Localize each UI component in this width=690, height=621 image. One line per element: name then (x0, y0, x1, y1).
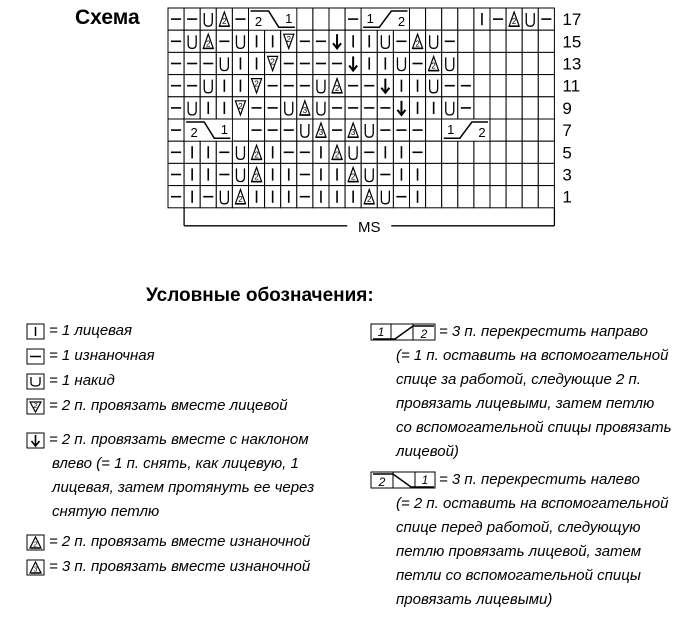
row-number: 15 (562, 32, 582, 52)
chart-cell (474, 186, 490, 208)
chart-cell (232, 8, 248, 30)
legend-text: = 1 изнаночная (49, 347, 155, 364)
chart-cell (313, 141, 329, 163)
chart-cell (474, 141, 490, 163)
chart-cell (200, 30, 216, 52)
chart-cell (361, 186, 377, 208)
chart-cell (426, 52, 442, 74)
svg-text:1: 1 (285, 11, 293, 26)
chart-cell (232, 186, 248, 208)
chart-cell (249, 97, 265, 119)
chart-cell (490, 186, 506, 208)
svg-text:3: 3 (302, 106, 308, 115)
chart-cell (184, 30, 200, 52)
chart-cell (297, 97, 313, 119)
chart-cell (442, 186, 458, 208)
legend-text: провязать лицевыми) (396, 591, 553, 608)
chart-cell (297, 75, 313, 97)
chart-cell (281, 119, 297, 141)
legend-text: = 2 п. провязать вместе лицевой (49, 397, 288, 414)
cross-right-symbol-icon (370, 323, 436, 341)
chart-cell (410, 141, 426, 163)
chart-cell (297, 52, 313, 74)
chart-cell (377, 141, 393, 163)
chart-cell (490, 30, 506, 52)
legend-text: = 3 п. перекрестить налево (439, 471, 640, 488)
chart-cell (297, 141, 313, 163)
chart-cell (474, 8, 490, 30)
row-number: 13 (562, 54, 582, 74)
chart-cell (410, 186, 426, 208)
chart-cell (442, 30, 458, 52)
chart-cell (281, 141, 297, 163)
chart-cell (168, 8, 184, 30)
chart-cell (426, 163, 442, 185)
chart-cell (168, 75, 184, 97)
chart-cell (297, 119, 313, 141)
chart-cell (168, 119, 184, 141)
chart-cell (458, 75, 474, 97)
chart-cell (474, 163, 490, 185)
legend-item-cross-left (370, 468, 668, 612)
chart-cell (377, 30, 393, 52)
chart-cell (442, 141, 458, 163)
chart-cell (426, 186, 442, 208)
svg-text:2: 2 (286, 35, 291, 45)
repeat-label: MS (358, 218, 381, 236)
chart-cell (345, 163, 361, 185)
svg-text:2: 2 (511, 17, 517, 27)
chart-cell (506, 30, 522, 52)
svg-text:2: 2 (478, 125, 486, 141)
chart-cell (329, 119, 345, 141)
chart-cell (249, 75, 265, 97)
svg-text:1: 1 (447, 122, 455, 137)
cross-left-left-num: 2 (378, 475, 386, 490)
chart-cell (474, 30, 490, 52)
chart-cell (184, 163, 200, 185)
svg-text:3: 3 (33, 566, 38, 574)
chart-cell (442, 8, 458, 30)
chart-cell (538, 97, 554, 119)
chart-cell (458, 163, 474, 185)
chart-cell (313, 52, 329, 74)
row-number: 3 (562, 165, 572, 185)
chart-cell (329, 163, 345, 185)
chart-cell (345, 119, 361, 141)
legend-text: = 1 накид (49, 372, 115, 389)
chart-cell (506, 8, 522, 30)
chart-cell (522, 75, 538, 97)
chart-cell (249, 186, 265, 208)
svg-text:3: 3 (318, 128, 324, 138)
chart-cell (265, 30, 281, 52)
cross-left-symbol-icon (370, 471, 436, 489)
ssk-symbol-icon (26, 432, 46, 449)
chart-cell (313, 8, 329, 30)
chart-cell (410, 75, 426, 97)
chart-cell (361, 97, 377, 119)
chart-cell (168, 52, 184, 74)
svg-text:1: 1 (366, 11, 374, 26)
chart-cell (522, 30, 538, 52)
chart-cell (345, 141, 361, 163)
legend-text: петли со вспомогательной спицы (396, 567, 641, 584)
chart-cell (184, 141, 200, 163)
chart-cell (474, 75, 490, 97)
chart-cell (393, 30, 409, 52)
chart-cell (490, 97, 506, 119)
chart-cell (393, 163, 409, 185)
svg-text:2: 2 (206, 39, 211, 49)
legend-item-cross-right (370, 320, 671, 464)
row-number: 7 (562, 121, 572, 141)
chart-cell (200, 97, 216, 119)
chart-cell (442, 163, 458, 185)
chart-cell (426, 8, 442, 30)
chart-cell (200, 8, 216, 30)
row-number: 1 (562, 187, 572, 207)
chart-cell (474, 97, 490, 119)
chart-cell (393, 52, 409, 74)
chart-cell (168, 30, 184, 52)
chart-cell (313, 119, 329, 141)
chart-cell (345, 186, 361, 208)
svg-text:2: 2 (367, 194, 372, 204)
chart-cell (216, 52, 232, 74)
row-number: 11 (562, 76, 581, 96)
chart-cell (200, 75, 216, 97)
chart-cell (232, 75, 248, 97)
chart-cell (458, 141, 474, 163)
chart-cell (377, 52, 393, 74)
chart-cell (426, 30, 442, 52)
svg-text:3: 3 (350, 128, 356, 138)
svg-text:2: 2 (238, 101, 243, 111)
chart-cell (297, 186, 313, 208)
chart-cell (506, 52, 522, 74)
legend-text: = 2 п. провязать вместе с наклоном (49, 431, 309, 448)
chart-cell (265, 52, 281, 74)
chart-cell (410, 30, 426, 52)
chart-cell (232, 163, 248, 185)
chart-cell (490, 163, 506, 185)
cable-cross (249, 9, 296, 30)
chart-cell (200, 163, 216, 185)
yarn-over-symbol-icon (26, 373, 46, 390)
chart-cell (522, 163, 538, 185)
chart-cell (490, 8, 506, 30)
chart-cell (249, 163, 265, 185)
chart-cell (410, 8, 426, 30)
chart-cell (442, 52, 458, 74)
chart-cell (184, 75, 200, 97)
chart-cell (329, 30, 345, 52)
svg-text:2: 2 (254, 172, 259, 182)
chart-cell (216, 8, 232, 30)
chart-cell (506, 97, 522, 119)
chart-cell (474, 52, 490, 74)
legend-item-purl (26, 344, 155, 368)
chart-cell (490, 52, 506, 74)
chart-cell (410, 163, 426, 185)
svg-text:2: 2 (33, 541, 38, 549)
chart-cell (361, 75, 377, 97)
legend-text: лицевая, затем протянуть ее через (52, 479, 315, 496)
cable-cross (442, 120, 489, 141)
chart-cell (265, 75, 281, 97)
chart-cell (522, 97, 538, 119)
chart-cell (216, 97, 232, 119)
cross-left-right-num: 1 (421, 473, 429, 488)
chart-cell (393, 75, 409, 97)
chart-cell (281, 97, 297, 119)
legend-item-k2tog (26, 394, 288, 418)
knitting-chart (0, 0, 690, 250)
k2tog-symbol-icon (26, 398, 46, 415)
chart-cell (538, 52, 554, 74)
chart-cell (377, 119, 393, 141)
chart-cell (506, 75, 522, 97)
chart-cell (216, 30, 232, 52)
chart-cell (506, 141, 522, 163)
chart-cell (361, 52, 377, 74)
svg-text:2: 2 (397, 14, 406, 30)
svg-text:2: 2 (334, 150, 340, 160)
chart-cell (458, 8, 474, 30)
chart-cell (297, 30, 313, 52)
chart-cell (538, 141, 554, 163)
svg-text:2: 2 (270, 57, 275, 67)
chart-cell (538, 119, 554, 141)
chart-cell (377, 186, 393, 208)
chart-cell (345, 75, 361, 97)
chart-cell (361, 30, 377, 52)
svg-text:2: 2 (431, 61, 436, 71)
row-number: 5 (562, 143, 572, 163)
chart-cell (313, 163, 329, 185)
chart-cell (426, 141, 442, 163)
legend-item-p2tog (26, 530, 310, 554)
chart-cell (458, 30, 474, 52)
chart-cell (522, 141, 538, 163)
chart-cell (522, 52, 538, 74)
chart-cell (249, 141, 265, 163)
legend-text: = 3 п. провязать вместе изнаночной (49, 558, 311, 575)
chart-cell (329, 141, 345, 163)
chart-cell (216, 141, 232, 163)
chart-cell (168, 141, 184, 163)
chart-cell (538, 8, 554, 30)
legend-text: лицевой) (396, 443, 459, 460)
chart-cell (538, 75, 554, 97)
chart-cell (522, 8, 538, 30)
chart-cell (232, 97, 248, 119)
legend-text: провязать лицевыми, затем петлю (396, 395, 655, 412)
row-number: 9 (562, 98, 572, 118)
row-number: 17 (562, 10, 582, 30)
chart-cell (281, 186, 297, 208)
legend-text: (= 1 п. оставить на вспомогательной (396, 347, 669, 364)
chart-cell (490, 141, 506, 163)
legend-text: (= 2 п. оставить на вспомогательной (396, 495, 669, 512)
chart-cell (281, 163, 297, 185)
chart-cell (393, 141, 409, 163)
chart-cell (313, 30, 329, 52)
chart-cell (329, 8, 345, 30)
chart-cell (377, 75, 393, 97)
chart-cell (249, 30, 265, 52)
chart-cell (393, 97, 409, 119)
chart-cell (216, 186, 232, 208)
chart-cell (313, 75, 329, 97)
legend-text: со вспомогательной спицы провязать (396, 419, 672, 436)
chart-cell (281, 75, 297, 97)
legend-text: влево (= 1 п. снять, как лицевую, 1 (52, 455, 299, 472)
chart-cell (329, 75, 345, 97)
chart-cell (184, 52, 200, 74)
chart-cell (216, 75, 232, 97)
chart-cell (265, 186, 281, 208)
legend-item-yarn-over (26, 369, 115, 393)
chart-cell (442, 75, 458, 97)
chart-cell (329, 52, 345, 74)
p2tog-symbol-icon (26, 534, 46, 551)
svg-text:2: 2 (350, 172, 356, 182)
chart-cell (249, 119, 265, 141)
chart-cell (458, 97, 474, 119)
cable-cross (185, 120, 232, 141)
svg-text:2: 2 (222, 17, 227, 27)
chart-cell (184, 97, 200, 119)
chart-cell (265, 97, 281, 119)
chart-cell (426, 119, 442, 141)
chart-cell (393, 186, 409, 208)
chart-cell (538, 30, 554, 52)
chart-cell (216, 163, 232, 185)
chart-cell (345, 8, 361, 30)
legend-text: снятую петлю (52, 503, 160, 520)
chart-cell (377, 163, 393, 185)
chart-cell (345, 52, 361, 74)
legend-text: петлю провязать лицевой, затем (396, 543, 641, 560)
chart-cell (297, 163, 313, 185)
chart-cell (168, 186, 184, 208)
chart-cell (506, 163, 522, 185)
chart-cell (184, 8, 200, 30)
chart-cell (458, 186, 474, 208)
chart-cell (442, 97, 458, 119)
cable-cross (362, 9, 409, 30)
chart-cell (522, 186, 538, 208)
chart-cell (200, 141, 216, 163)
chart-cell (506, 119, 522, 141)
cross-right-right-num: 2 (420, 327, 428, 342)
chart-cell (184, 186, 200, 208)
knit-symbol-icon (26, 323, 46, 340)
chart-cell (538, 163, 554, 185)
chart-cell (232, 119, 248, 141)
chart-cell (297, 8, 313, 30)
chart-cell (361, 119, 377, 141)
purl-symbol-icon (26, 348, 46, 365)
chart-cell (232, 30, 248, 52)
chart-title: Схема (75, 6, 140, 29)
chart-cell (281, 30, 297, 52)
chart-cell (506, 186, 522, 208)
svg-text:2: 2 (334, 83, 340, 93)
chart-cell (249, 52, 265, 74)
chart-cell (490, 75, 506, 97)
chart-cell (313, 186, 329, 208)
chart-cell (200, 186, 216, 208)
legend-item-knit (26, 319, 132, 343)
legend-text: спице перед работой, следующую (396, 519, 641, 536)
legend-text: спице за работой, следующие 2 п. (396, 371, 641, 388)
chart-cell (410, 119, 426, 141)
chart-cell (329, 186, 345, 208)
chart-cell (410, 97, 426, 119)
chart-cell (522, 119, 538, 141)
cross-right-left-num: 1 (377, 325, 385, 340)
legend-text: = 3 п. перекрестить направо (439, 323, 649, 340)
chart-cell (361, 141, 377, 163)
chart-cell (490, 119, 506, 141)
chart-cell (426, 75, 442, 97)
chart-cell (265, 163, 281, 185)
chart-cell (232, 141, 248, 163)
svg-text:2: 2 (33, 402, 38, 410)
chart-cell (345, 97, 361, 119)
chart-cell (377, 97, 393, 119)
svg-text:2: 2 (415, 39, 420, 49)
chart-cell (538, 186, 554, 208)
svg-text:2: 2 (254, 150, 259, 160)
chart-cell (313, 97, 329, 119)
chart-cell (281, 52, 297, 74)
svg-text:2: 2 (238, 194, 243, 204)
legend-text: = 2 п. провязать вместе изнаночной (49, 533, 311, 550)
svg-text:2: 2 (254, 79, 259, 89)
chart-cell (168, 163, 184, 185)
legend-text: = 1 лицевая (49, 322, 133, 339)
svg-text:2: 2 (254, 14, 263, 30)
chart-cell (410, 52, 426, 74)
chart-cell (361, 163, 377, 185)
p3tog-symbol-icon (26, 559, 46, 576)
chart-cell (458, 52, 474, 74)
chart-cell (426, 97, 442, 119)
chart-cell (345, 30, 361, 52)
chart-cell (393, 119, 409, 141)
chart-cell (232, 52, 248, 74)
chart-cell (168, 97, 184, 119)
legend-title: Условные обозначения: (146, 285, 374, 306)
chart-cell (265, 119, 281, 141)
svg-text:2: 2 (190, 125, 198, 141)
legend-item-p3tog (26, 555, 310, 579)
chart-cell (265, 141, 281, 163)
chart-cell (329, 97, 345, 119)
svg-text:1: 1 (220, 122, 228, 137)
chart-cell (200, 52, 216, 74)
legend-item-ssk (26, 428, 309, 452)
